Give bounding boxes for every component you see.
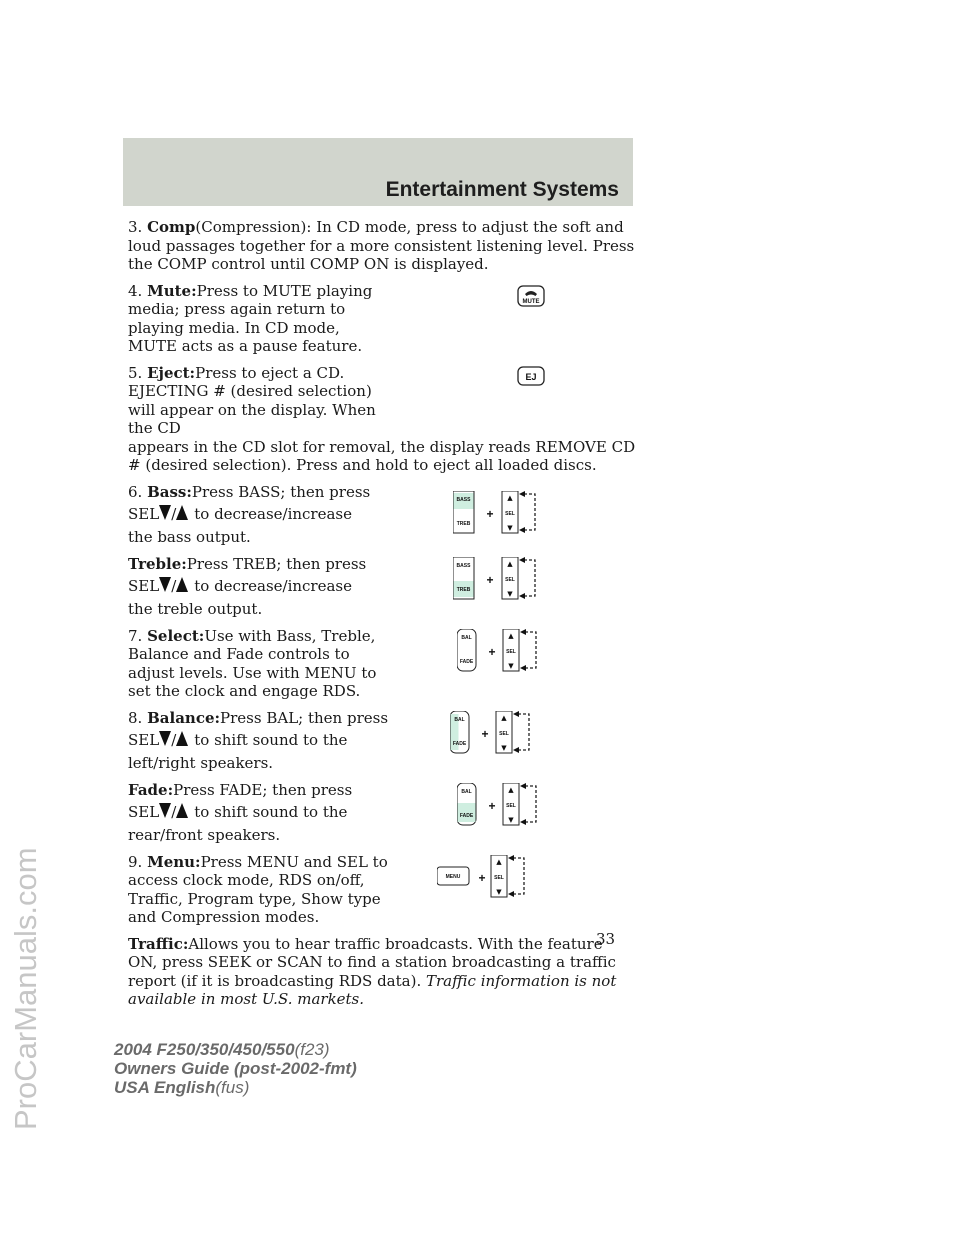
- svg-text:BASS: BASS: [456, 562, 471, 569]
- item-fade: Fade:Press FADE; then press SEL / to shift sound to the rear/front speakers. BAL FADE + ▲ SEL ▼: [128, 781, 636, 845]
- svg-text:BAL: BAL: [454, 716, 465, 723]
- svg-text:BAL: BAL: [461, 634, 472, 641]
- svg-text:SEL: SEL: [499, 730, 509, 737]
- svg-text:+: +: [486, 572, 494, 587]
- arrow-down-icon: [159, 577, 171, 592]
- item-label: Bass:: [147, 482, 192, 501]
- eject-button-icon: [517, 366, 545, 386]
- item-label: Traffic:: [128, 934, 189, 953]
- bass-sel-diagram: [453, 491, 553, 541]
- svg-text:EJ: EJ: [525, 371, 537, 382]
- item-menu: 9. Menu:Press MENU and SEL to access clock mode, RDS on/off, Traffic, Program type, Show type and Compression modes. MENU + ▲ SEL ▼: [128, 853, 636, 927]
- arrow-up-icon: [176, 577, 188, 592]
- svg-text:BASS: BASS: [456, 496, 471, 503]
- treble-sel-diagram: [453, 557, 553, 607]
- svg-text:▼: ▼: [508, 661, 514, 670]
- svg-text:SEL: SEL: [506, 648, 516, 655]
- svg-text:TREB: TREB: [456, 586, 471, 593]
- arrow-down-icon: [159, 803, 171, 818]
- item-balance: 8. Balance:Press BAL; then press SEL / to shift sound to the left/right speakers. BAL FADE + ▲ SEL ▼: [128, 709, 636, 773]
- header-band: [123, 138, 633, 206]
- svg-text:SEL: SEL: [505, 576, 515, 583]
- svg-text:▼: ▼: [507, 523, 513, 532]
- arrow-up-icon: [176, 505, 188, 520]
- balance-sel-diagram: [450, 711, 550, 761]
- page-content: [128, 218, 636, 1017]
- item-eject-cont: appears in the CD slot for removal, the display reads REMOVE CD # (desired selection). Press and hold to eject all loaded discs.: [128, 437, 636, 474]
- arrow-down-icon: [159, 731, 171, 746]
- item-label: Comp: [147, 218, 196, 236]
- mute-button-icon: [517, 285, 545, 307]
- svg-text:FADE: FADE: [459, 658, 474, 665]
- svg-text:BAL: BAL: [461, 788, 472, 795]
- section-title: Entertainment Systems: [385, 178, 619, 201]
- svg-text:▼: ▼: [507, 589, 513, 598]
- svg-text:SEL: SEL: [505, 510, 515, 517]
- item-mute: 4. Mute:Press to MUTE playing media; press again return to playing media. In CD mode, MUTE acts as a pause feature. MUTE: [128, 282, 636, 356]
- item-label: Balance:: [147, 708, 221, 727]
- svg-text:+: +: [478, 870, 486, 885]
- item-label: Fade:: [128, 780, 174, 799]
- svg-text:TREB: TREB: [456, 520, 471, 527]
- watermark: ProCarManuals.com: [8, 847, 43, 1130]
- svg-text:+: +: [488, 798, 496, 813]
- menu-sel-diagram: [437, 855, 547, 905]
- item-bass: 6. Bass:Press BASS; then press SEL / to decrease/increase the bass output. BASS TREB + ▲ SEL ▼: [128, 483, 636, 547]
- item-label: Select:: [147, 626, 205, 645]
- svg-text:▲: ▲: [508, 785, 514, 794]
- arrow-up-icon: [176, 731, 188, 746]
- arrow-up-icon: [176, 803, 188, 818]
- svg-text:▲: ▲: [507, 559, 513, 568]
- item-label: Eject:: [147, 363, 196, 382]
- item-eject: 5. Eject:Press to eject a CD. EJECTING # (desired selection) will appear on the display. When the CD EJ: [128, 364, 636, 438]
- svg-text:FADE: FADE: [452, 740, 467, 747]
- svg-text:+: +: [481, 726, 489, 741]
- svg-text:▼: ▼: [501, 743, 507, 752]
- footer: 2004 F250/350/450/550(f23) Owners Guide (post-2002-fmt) USA English(fus): [114, 1040, 357, 1097]
- svg-text:▲: ▲: [508, 631, 514, 640]
- svg-text:SEL: SEL: [506, 802, 516, 809]
- item-comp: 3. Comp(Compression): In CD mode, press to adjust the soft and loud passages together for a more consistent listening level. Press the COMP control until COMP ON is displayed.: [128, 218, 635, 273]
- svg-text:MUTE: MUTE: [522, 298, 540, 305]
- svg-text:▲: ▲: [501, 713, 507, 722]
- svg-text:▼: ▼: [508, 815, 514, 824]
- svg-text:SEL: SEL: [494, 874, 504, 881]
- fade-sel-diagram: [457, 783, 557, 833]
- item-traffic: Traffic:Allows you to hear traffic broadcasts. With the feature ON, press SEEK or SCAN to find a station broadcasting a traffic report (if it is broadcasting RDS data). Traffic information is not available in most U.S. markets.: [128, 934, 617, 1008]
- svg-text:▼: ▼: [496, 887, 502, 896]
- svg-text:▲: ▲: [496, 857, 502, 866]
- svg-text:MENU: MENU: [445, 873, 461, 880]
- item-label: Mute:: [147, 281, 197, 300]
- svg-text:FADE: FADE: [459, 812, 474, 819]
- item-label: Menu:: [147, 852, 201, 871]
- svg-text:+: +: [488, 644, 496, 659]
- item-treble: Treble:Press TREB; then press SEL / to decrease/increase the treble output. BASS TREB + ▲ SEL ▼: [128, 555, 636, 619]
- page-number: 33: [596, 930, 616, 948]
- select-sel-diagram: [457, 629, 557, 679]
- item-label: Treble:: [128, 554, 187, 573]
- svg-text:+: +: [486, 506, 494, 521]
- svg-text:▲: ▲: [507, 493, 513, 502]
- item-select: 7. Select:Use with Bass, Treble, Balance and Fade controls to adjust levels. Use with MENU to set the clock and engage RDS. BAL FADE + ▲ SEL ▼: [128, 627, 636, 701]
- arrow-down-icon: [159, 505, 171, 520]
